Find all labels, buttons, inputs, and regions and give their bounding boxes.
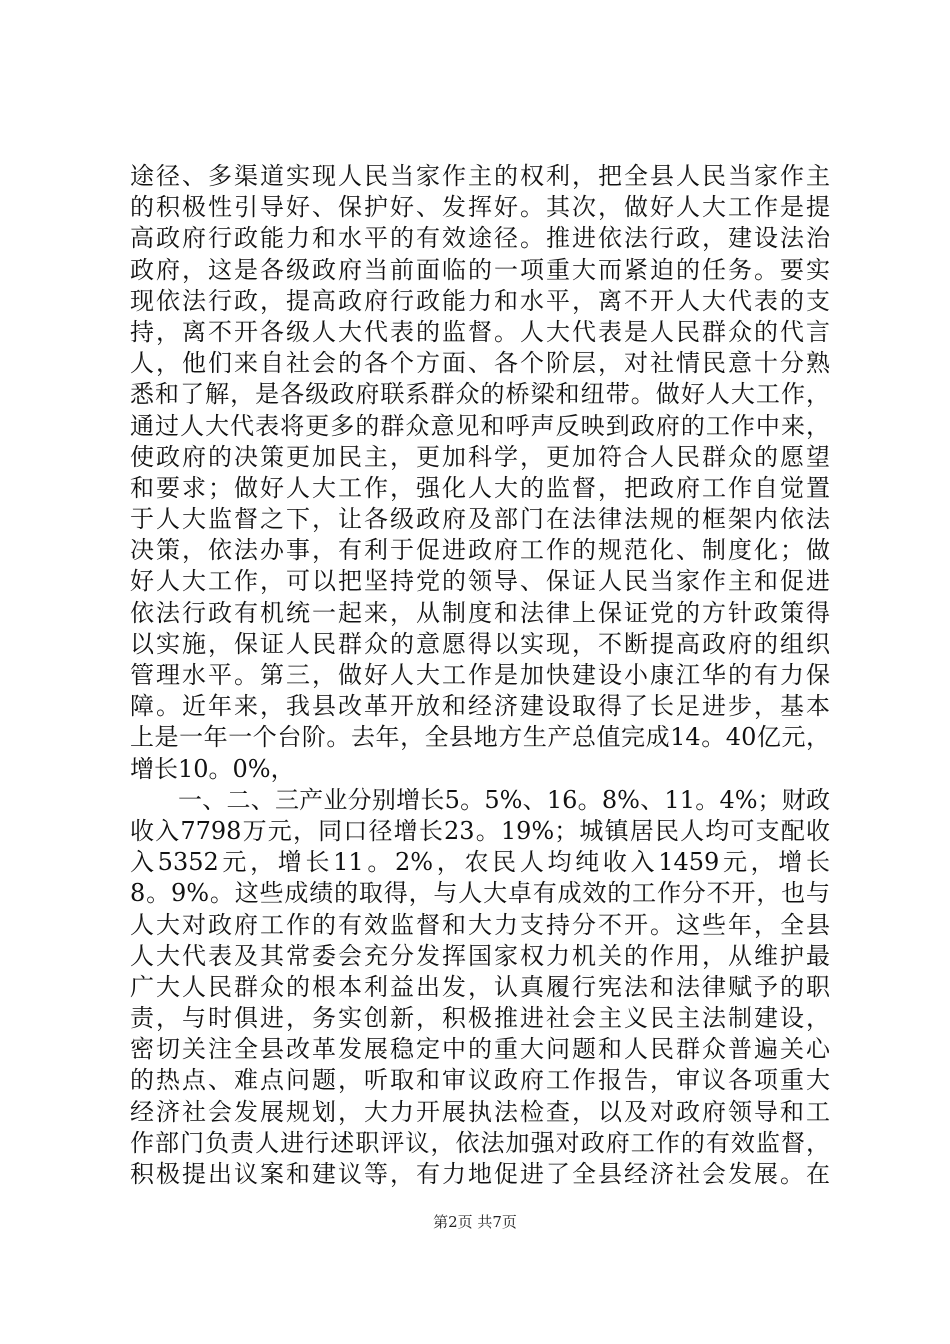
text-line: 于人大监督之下，让各级政府及部门在法律法规的框架内依法 — [130, 505, 830, 534]
text-line: 一、二、三产业分别增长5。5%、16。8%、11。4%；财政 — [178, 785, 830, 814]
body-text — [130, 161, 830, 1190]
text-line: 决策，依法办事，有利于促进政府工作的规范化、制度化；做 — [130, 536, 830, 565]
text-line: 障。近年来，我县改革开放和经济建设取得了长足进步，基本 — [130, 692, 830, 721]
text-line: 使政府的决策更加民主，更加科学，更加符合人民群众的愿望 — [130, 442, 830, 471]
text-line: 政府，这是各级政府当前面临的一项重大而紧迫的任务。要实 — [130, 255, 830, 284]
text-line: 管理水平。第三，做好人大工作是加快建设小康江华的有力保 — [130, 661, 830, 689]
text-line: 人大代表及其常委会充分发挥国家权力机关的作用，从维护最 — [130, 941, 830, 970]
text-line: 人，他们来自社会的各个方面、各个阶层，对社情民意十分熟 — [130, 349, 830, 378]
text-line: 经济社会发展规划，大力开展执法检查，以及对政府领导和工 — [130, 1097, 830, 1126]
text-line: 途径、多渠道实现人民当家作主的权利，把全县人民当家作主 — [130, 162, 830, 190]
text-line: 收入7798万元，同口径增长23。19%；城镇居民人均可支配收 — [130, 816, 830, 845]
text-line: 增长10。0%， — [130, 754, 295, 783]
page-footer: 第2页 共7页 — [433, 1213, 517, 1231]
text-line: 责，与时俱进，务实创新，积极推进社会主义民主法制建设， — [130, 1004, 830, 1033]
text-line: 作部门负责人进行述职评议，依法加强对政府工作的有效监督， — [130, 1128, 830, 1157]
text-line: 人大对政府工作的有效监督和大力支持分不开。这些年，全县 — [130, 910, 830, 939]
text-line: 持，离不开各级人大代表的监督。人大代表是人民群众的代言 — [130, 317, 830, 346]
text-line: 现依法行政，提高政府行政能力和水平，离不开人大代表的支 — [130, 286, 830, 315]
text-line: 上是一年一个台阶。去年，全县地方生产总值完成14。40亿元， — [130, 723, 830, 752]
text-line: 和要求；做好人大工作，强化人大的监督，把政府工作自觉置 — [130, 473, 830, 502]
text-line: 高政府行政能力和水平的有效途径。推进依法行政，建设法治 — [130, 224, 830, 253]
text-line: 8。9%。这些成绩的取得，与人大卓有成效的工作分不开，也与 — [130, 879, 830, 908]
text-line: 悉和了解，是各级政府联系群众的桥梁和纽带。做好人大工作， — [130, 380, 830, 409]
text-line: 密切关注全县改革发展稳定中的重大问题和人民群众普遍关心 — [130, 1035, 830, 1064]
text-line: 的积极性引导好、保护好、发挥好。其次，做好人大工作是提 — [130, 193, 830, 222]
text-line: 广大人民群众的根本利益出发，认真履行宪法和法律赋予的职 — [130, 972, 830, 1001]
text-line: 以实施，保证人民群众的意愿得以实现，不断提高政府的组织 — [130, 629, 830, 658]
text-line: 好人大工作，可以把坚持党的领导、保证人民当家作主和促进 — [130, 567, 830, 596]
text-line: 依法行政有机统一起来，从制度和法律上保证党的方针政策得 — [130, 598, 830, 627]
paragraph-2 — [130, 785, 830, 1190]
text-line: 通过人大代表将更多的群众意见和呼声反映到政府的工作中来， — [130, 411, 830, 440]
text-line: 的热点、难点问题，听取和审议政府工作报告，审议各项重大 — [130, 1066, 830, 1095]
paragraph-1 — [130, 161, 830, 785]
text-line: 入5352元，增长11。2%，农民人均纯收入1459元，增长 — [130, 848, 830, 877]
text-line: 积极提出议案和建议等，有力地促进了全县经济社会发展。在 — [130, 1160, 830, 1188]
